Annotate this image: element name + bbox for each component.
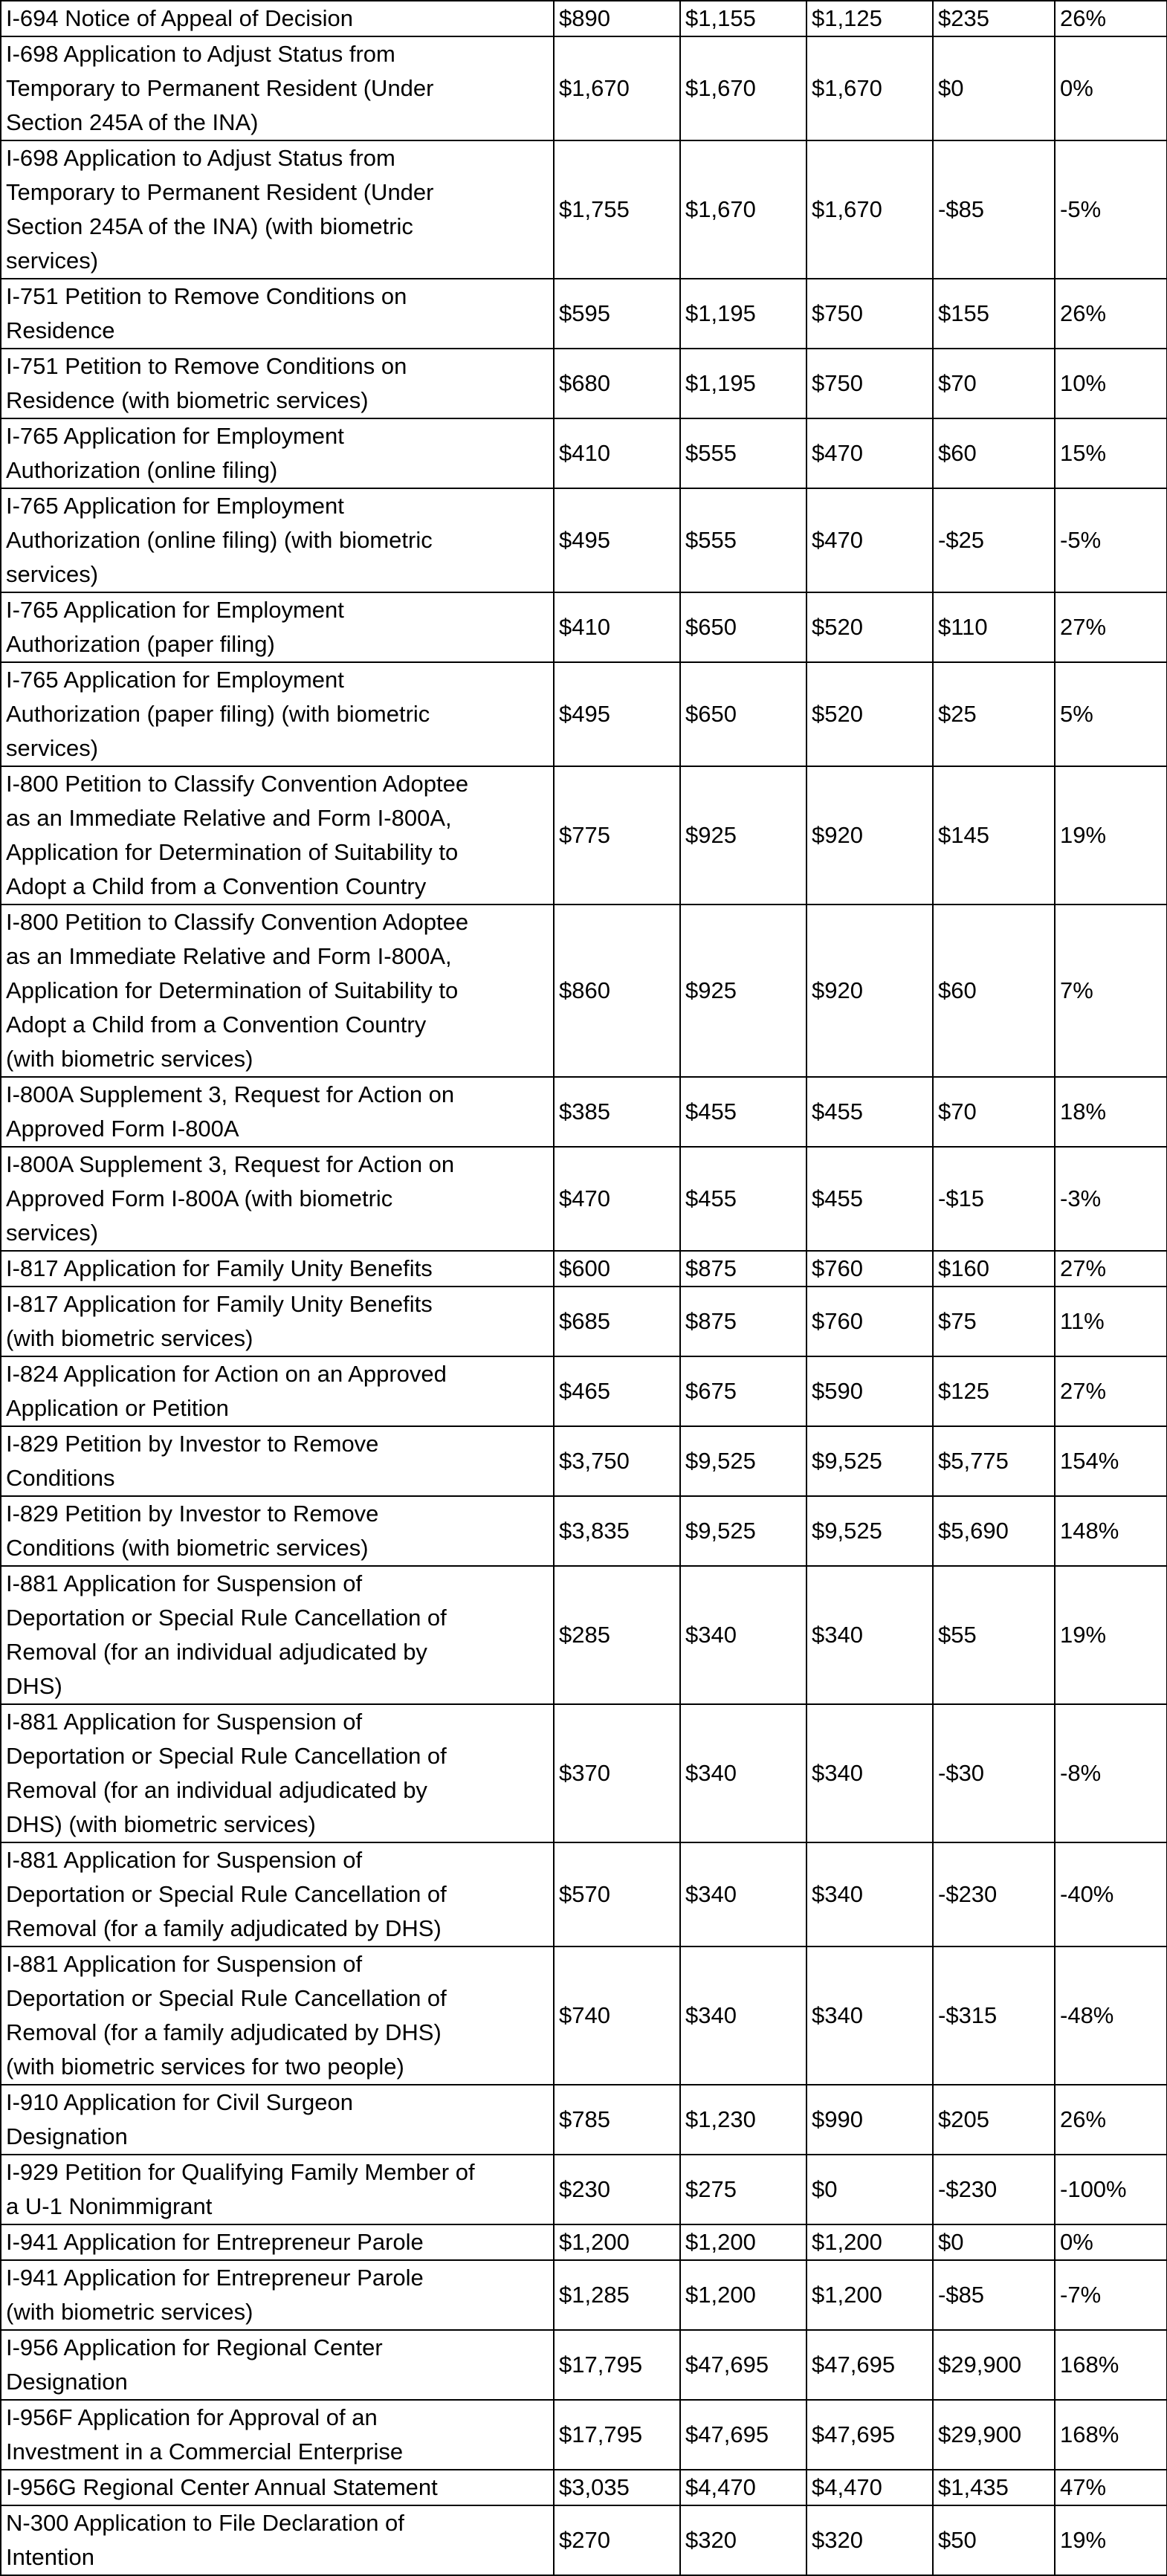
table-row <box>1 418 1167 488</box>
description-line: Removal (for an individual adjudicated by <box>6 1777 427 1803</box>
percent-change-cell: 168% <box>1055 2400 1167 2470</box>
description-line: I-941 Application for Entrepreneur Parole <box>6 2265 424 2291</box>
description-line: I-881 Application for Suspension of <box>6 1847 363 1873</box>
description-line: Section 245A of the INA) (with biometric <box>6 213 413 239</box>
proposed-fee-cell: $650 <box>680 662 806 766</box>
description-line: I-829 Petition by Investor to Remove <box>6 1501 379 1527</box>
fee-change-cell: $50 <box>933 2505 1055 2575</box>
description-line: Approved Form I-800A <box>6 1116 239 1142</box>
final-fee-cell: $0 <box>806 2155 933 2224</box>
form-description-cell <box>1 1946 554 2085</box>
current-fee-cell: $370 <box>554 1704 680 1842</box>
table-row <box>1 1287 1167 1356</box>
current-fee-cell: $410 <box>554 418 680 488</box>
description-line: Authorization (online filing) (with biometric <box>6 527 433 553</box>
description-line: Designation <box>6 2369 128 2395</box>
final-fee-cell: $520 <box>806 592 933 662</box>
table-row <box>1 2224 1167 2260</box>
description-line: I-765 Application for Employment <box>6 597 344 623</box>
description-line: as an Immediate Relative and Form I-800A, <box>6 943 452 969</box>
percent-change-cell: -48% <box>1055 1946 1167 2085</box>
form-description-cell <box>1 904 554 1077</box>
proposed-fee-cell: $340 <box>680 1704 806 1842</box>
fee-change-cell: $1,435 <box>933 2470 1055 2505</box>
table-row <box>1 2505 1167 2575</box>
proposed-fee-cell: $1,195 <box>680 279 806 349</box>
description-line: Deportation or Special Rule Cancellation of <box>6 1881 447 1907</box>
percent-change-cell: 26% <box>1055 2085 1167 2155</box>
fee-change-cell: $160 <box>933 1251 1055 1287</box>
form-description-cell <box>1 2400 554 2470</box>
form-description-cell <box>1 1426 554 1496</box>
fee-change-cell: $70 <box>933 1077 1055 1147</box>
description-line: Designation <box>6 2123 128 2149</box>
current-fee-cell: $495 <box>554 488 680 592</box>
form-description-cell <box>1 1356 554 1426</box>
description-line: Residence <box>6 317 115 343</box>
table-row <box>1 2155 1167 2224</box>
proposed-fee-cell: $555 <box>680 418 806 488</box>
current-fee-cell: $465 <box>554 1356 680 1426</box>
form-description-cell <box>1 2505 554 2575</box>
description-line: Temporary to Permanent Resident (Under <box>6 75 434 101</box>
description-line: Application or Petition <box>6 1395 229 1421</box>
current-fee-cell: $495 <box>554 662 680 766</box>
fee-change-cell: $25 <box>933 662 1055 766</box>
description-line: I-800 Petition to Classify Convention Adoptee <box>6 771 469 797</box>
fee-change-cell: $29,900 <box>933 2400 1055 2470</box>
current-fee-cell: $285 <box>554 1566 680 1704</box>
table-row <box>1 2470 1167 2505</box>
current-fee-cell: $740 <box>554 1946 680 2085</box>
description-line: a U-1 Nonimmigrant <box>6 2193 213 2219</box>
final-fee-cell: $1,670 <box>806 140 933 279</box>
current-fee-cell: $3,035 <box>554 2470 680 2505</box>
fee-change-cell: $155 <box>933 279 1055 349</box>
proposed-fee-cell: $47,695 <box>680 2330 806 2400</box>
current-fee-cell: $685 <box>554 1287 680 1356</box>
description-line: I-817 Application for Family Unity Benefits <box>6 1291 433 1317</box>
table-row <box>1 1496 1167 1566</box>
description-line: services) <box>6 247 99 274</box>
proposed-fee-cell: $1,200 <box>680 2224 806 2260</box>
proposed-fee-cell: $1,670 <box>680 140 806 279</box>
percent-change-cell: 7% <box>1055 904 1167 1077</box>
percent-change-cell: 27% <box>1055 1251 1167 1287</box>
current-fee-cell: $470 <box>554 1147 680 1251</box>
fee-change-cell: $5,775 <box>933 1426 1055 1496</box>
fee-change-cell: -$85 <box>933 140 1055 279</box>
table-row <box>1 1426 1167 1496</box>
final-fee-cell: $760 <box>806 1287 933 1356</box>
description-line: Adopt a Child from a Convention Country <box>6 1012 427 1038</box>
final-fee-cell: $1,200 <box>806 2224 933 2260</box>
proposed-fee-cell: $4,470 <box>680 2470 806 2505</box>
current-fee-cell: $860 <box>554 904 680 1077</box>
form-description-cell <box>1 1704 554 1842</box>
description-line: I-817 Application for Family Unity Benefits <box>6 1255 433 1281</box>
fee-change-cell: $0 <box>933 36 1055 140</box>
proposed-fee-cell: $875 <box>680 1251 806 1287</box>
current-fee-cell: $3,835 <box>554 1496 680 1566</box>
proposed-fee-cell: $1,200 <box>680 2260 806 2330</box>
description-line: Temporary to Permanent Resident (Under <box>6 179 434 205</box>
percent-change-cell: 18% <box>1055 1077 1167 1147</box>
proposed-fee-cell: $1,155 <box>680 1 806 36</box>
description-line: services) <box>6 561 99 587</box>
description-line: DHS) <box>6 1673 62 1699</box>
proposed-fee-cell: $1,230 <box>680 2085 806 2155</box>
description-line: Approved Form I-800A (with biometric <box>6 1185 393 1211</box>
description-line: (with biometric services for two people) <box>6 2054 404 2080</box>
description-line: (with biometric services) <box>6 1325 253 1351</box>
current-fee-cell: $600 <box>554 1251 680 1287</box>
proposed-fee-cell: $9,525 <box>680 1496 806 1566</box>
fee-change-cell: -$30 <box>933 1704 1055 1842</box>
table-row <box>1 1356 1167 1426</box>
current-fee-cell: $785 <box>554 2085 680 2155</box>
proposed-fee-cell: $675 <box>680 1356 806 1426</box>
percent-change-cell: 11% <box>1055 1287 1167 1356</box>
final-fee-cell: $340 <box>806 1842 933 1946</box>
description-line: Deportation or Special Rule Cancellation of <box>6 1743 447 1769</box>
final-fee-cell: $340 <box>806 1704 933 1842</box>
description-line: I-800 Petition to Classify Convention Adoptee <box>6 909 469 935</box>
fee-change-cell: $145 <box>933 766 1055 904</box>
proposed-fee-cell: $9,525 <box>680 1426 806 1496</box>
form-description-cell <box>1 1147 554 1251</box>
current-fee-cell: $775 <box>554 766 680 904</box>
fee-table-body <box>1 1 1167 2575</box>
proposed-fee-cell: $650 <box>680 592 806 662</box>
description-line: I-956G Regional Center Annual Statement <box>6 2474 438 2500</box>
percent-change-cell: -100% <box>1055 2155 1167 2224</box>
description-line: Intention <box>6 2544 94 2570</box>
description-line: I-829 Petition by Investor to Remove <box>6 1431 379 1457</box>
final-fee-cell: $760 <box>806 1251 933 1287</box>
description-line: (with biometric services) <box>6 1046 253 1072</box>
description-line: I-698 Application to Adjust Status from <box>6 145 395 171</box>
description-line: I-800A Supplement 3, Request for Action on <box>6 1081 455 1107</box>
final-fee-cell: $470 <box>806 418 933 488</box>
proposed-fee-cell: $925 <box>680 766 806 904</box>
description-line: Removal (for an individual adjudicated by <box>6 1639 427 1665</box>
current-fee-cell: $570 <box>554 1842 680 1946</box>
table-row <box>1 2260 1167 2330</box>
table-row <box>1 2400 1167 2470</box>
form-description-cell <box>1 766 554 904</box>
table-row <box>1 36 1167 140</box>
current-fee-cell: $17,795 <box>554 2400 680 2470</box>
current-fee-cell: $230 <box>554 2155 680 2224</box>
percent-change-cell: 26% <box>1055 279 1167 349</box>
form-description-cell <box>1 1287 554 1356</box>
proposed-fee-cell: $925 <box>680 904 806 1077</box>
final-fee-cell: $455 <box>806 1077 933 1147</box>
table-row <box>1 592 1167 662</box>
fee-change-cell: -$230 <box>933 1842 1055 1946</box>
form-description-cell <box>1 1496 554 1566</box>
form-description-cell <box>1 2224 554 2260</box>
description-line: I-694 Notice of Appeal of Decision <box>6 5 353 31</box>
proposed-fee-cell: $455 <box>680 1077 806 1147</box>
table-row <box>1 766 1167 904</box>
proposed-fee-cell: $555 <box>680 488 806 592</box>
final-fee-cell: $920 <box>806 904 933 1077</box>
table-row <box>1 1147 1167 1251</box>
percent-change-cell: 19% <box>1055 766 1167 904</box>
proposed-fee-cell: $1,195 <box>680 349 806 418</box>
current-fee-cell: $270 <box>554 2505 680 2575</box>
final-fee-cell: $520 <box>806 662 933 766</box>
percent-change-cell: 10% <box>1055 349 1167 418</box>
description-line: N-300 Application to File Declaration of <box>6 2510 404 2536</box>
description-line: Residence (with biometric services) <box>6 387 369 413</box>
percent-change-cell: -5% <box>1055 140 1167 279</box>
description-line: DHS) (with biometric services) <box>6 1811 316 1837</box>
description-line: I-824 Application for Action on an Approved <box>6 1361 447 1387</box>
fee-change-cell: $55 <box>933 1566 1055 1704</box>
proposed-fee-cell: $320 <box>680 2505 806 2575</box>
current-fee-cell: $595 <box>554 279 680 349</box>
percent-change-cell: 47% <box>1055 2470 1167 2505</box>
final-fee-cell: $47,695 <box>806 2330 933 2400</box>
final-fee-cell: $750 <box>806 279 933 349</box>
description-line: I-765 Application for Employment <box>6 493 344 519</box>
form-description-cell <box>1 279 554 349</box>
final-fee-cell: $920 <box>806 766 933 904</box>
form-description-cell <box>1 349 554 418</box>
percent-change-cell: 15% <box>1055 418 1167 488</box>
proposed-fee-cell: $875 <box>680 1287 806 1356</box>
fee-change-cell: -$25 <box>933 488 1055 592</box>
table-row <box>1 488 1167 592</box>
form-description-cell <box>1 418 554 488</box>
description-line: Removal (for a family adjudicated by DHS) <box>6 2019 442 2045</box>
table-row <box>1 1704 1167 1842</box>
current-fee-cell: $1,755 <box>554 140 680 279</box>
percent-change-cell: 0% <box>1055 2224 1167 2260</box>
description-line: I-881 Application for Suspension of <box>6 1951 363 1977</box>
percent-change-cell: 168% <box>1055 2330 1167 2400</box>
description-line: Authorization (paper filing) (with biometric <box>6 701 430 727</box>
final-fee-cell: $990 <box>806 2085 933 2155</box>
description-line: I-929 Petition for Qualifying Family Member of <box>6 2159 475 2185</box>
table-row <box>1 2085 1167 2155</box>
table-row <box>1 1946 1167 2085</box>
description-line: services) <box>6 735 99 761</box>
fee-change-cell: $235 <box>933 1 1055 36</box>
percent-change-cell: 19% <box>1055 2505 1167 2575</box>
current-fee-cell: $1,670 <box>554 36 680 140</box>
percent-change-cell: -8% <box>1055 1704 1167 1842</box>
form-description-cell <box>1 592 554 662</box>
table-row <box>1 1077 1167 1147</box>
form-description-cell <box>1 140 554 279</box>
final-fee-cell: $470 <box>806 488 933 592</box>
description-line: I-698 Application to Adjust Status from <box>6 41 395 67</box>
description-line: Removal (for a family adjudicated by DHS) <box>6 1915 442 1941</box>
proposed-fee-cell: $275 <box>680 2155 806 2224</box>
final-fee-cell: $750 <box>806 349 933 418</box>
percent-change-cell: 148% <box>1055 1496 1167 1566</box>
fee-change-cell: -$15 <box>933 1147 1055 1251</box>
fee-change-cell: $29,900 <box>933 2330 1055 2400</box>
proposed-fee-cell: $340 <box>680 1946 806 2085</box>
fee-change-cell: $205 <box>933 2085 1055 2155</box>
fee-change-cell: $110 <box>933 592 1055 662</box>
final-fee-cell: $340 <box>806 1946 933 2085</box>
description-line: (with biometric services) <box>6 2299 253 2325</box>
percent-change-cell: 5% <box>1055 662 1167 766</box>
table-row <box>1 140 1167 279</box>
form-description-cell <box>1 1566 554 1704</box>
form-description-cell <box>1 2085 554 2155</box>
fee-change-cell: $125 <box>933 1356 1055 1426</box>
description-line: I-956 Application for Regional Center <box>6 2334 383 2360</box>
form-description-cell <box>1 1077 554 1147</box>
table-row <box>1 279 1167 349</box>
final-fee-cell: $1,670 <box>806 36 933 140</box>
current-fee-cell: $680 <box>554 349 680 418</box>
proposed-fee-cell: $340 <box>680 1566 806 1704</box>
current-fee-cell: $385 <box>554 1077 680 1147</box>
final-fee-cell: $320 <box>806 2505 933 2575</box>
table-row <box>1 2330 1167 2400</box>
table-row <box>1 349 1167 418</box>
table-row <box>1 1842 1167 1946</box>
form-description-cell <box>1 1 554 36</box>
fee-change-cell: -$230 <box>933 2155 1055 2224</box>
fee-change-cell: $0 <box>933 2224 1055 2260</box>
description-line: I-765 Application for Employment <box>6 667 344 693</box>
percent-change-cell: 26% <box>1055 1 1167 36</box>
fee-change-cell: $60 <box>933 418 1055 488</box>
description-line: Conditions (with biometric services) <box>6 1535 369 1561</box>
current-fee-cell: $1,285 <box>554 2260 680 2330</box>
table-row <box>1 904 1167 1077</box>
form-description-cell <box>1 488 554 592</box>
percent-change-cell: 27% <box>1055 1356 1167 1426</box>
description-line: I-751 Petition to Remove Conditions on <box>6 353 407 379</box>
description-line: Deportation or Special Rule Cancellation of <box>6 1985 447 2011</box>
fee-change-cell: -$85 <box>933 2260 1055 2330</box>
table-row <box>1 662 1167 766</box>
fee-change-cell: -$315 <box>933 1946 1055 2085</box>
fee-change-cell: $60 <box>933 904 1055 1077</box>
form-description-cell <box>1 2260 554 2330</box>
description-line: Adopt a Child from a Convention Country <box>6 873 427 899</box>
final-fee-cell: $340 <box>806 1566 933 1704</box>
fee-change-cell: $70 <box>933 349 1055 418</box>
final-fee-cell: $455 <box>806 1147 933 1251</box>
fee-change-cell: $75 <box>933 1287 1055 1356</box>
percent-change-cell: -3% <box>1055 1147 1167 1251</box>
proposed-fee-cell: $1,670 <box>680 36 806 140</box>
description-line: I-941 Application for Entrepreneur Parole <box>6 2229 424 2255</box>
table-row <box>1 1251 1167 1287</box>
proposed-fee-cell: $47,695 <box>680 2400 806 2470</box>
percent-change-cell: 154% <box>1055 1426 1167 1496</box>
current-fee-cell: $17,795 <box>554 2330 680 2400</box>
description-line: Application for Determination of Suitability to <box>6 839 459 865</box>
form-description-cell <box>1 2155 554 2224</box>
description-line: I-765 Application for Employment <box>6 423 344 449</box>
final-fee-cell: $590 <box>806 1356 933 1426</box>
form-description-cell <box>1 1251 554 1287</box>
description-line: Investment in a Commercial Enterprise <box>6 2439 404 2465</box>
percent-change-cell: 0% <box>1055 36 1167 140</box>
description-line: Authorization (online filing) <box>6 457 278 483</box>
description-line: I-910 Application for Civil Surgeon <box>6 2089 353 2115</box>
percent-change-cell: -5% <box>1055 488 1167 592</box>
description-line: I-751 Petition to Remove Conditions on <box>6 283 407 309</box>
proposed-fee-cell: $340 <box>680 1842 806 1946</box>
form-description-cell <box>1 36 554 140</box>
percent-change-cell: 27% <box>1055 592 1167 662</box>
form-description-cell <box>1 1842 554 1946</box>
proposed-fee-cell: $455 <box>680 1147 806 1251</box>
percent-change-cell: -40% <box>1055 1842 1167 1946</box>
description-line: Application for Determination of Suitability to <box>6 977 459 1003</box>
description-line: services) <box>6 1220 99 1246</box>
description-line: as an Immediate Relative and Form I-800A, <box>6 805 452 831</box>
final-fee-cell: $4,470 <box>806 2470 933 2505</box>
fee-change-cell: $5,690 <box>933 1496 1055 1566</box>
description-line: I-881 Application for Suspension of <box>6 1570 363 1596</box>
current-fee-cell: $410 <box>554 592 680 662</box>
description-line: I-881 Application for Suspension of <box>6 1709 363 1735</box>
description-line: Conditions <box>6 1465 115 1491</box>
table-row <box>1 1 1167 36</box>
description-line: Section 245A of the INA) <box>6 109 259 135</box>
final-fee-cell: $9,525 <box>806 1496 933 1566</box>
current-fee-cell: $3,750 <box>554 1426 680 1496</box>
description-line: Authorization (paper filing) <box>6 631 275 657</box>
current-fee-cell: $1,200 <box>554 2224 680 2260</box>
form-description-cell <box>1 2470 554 2505</box>
form-description-cell <box>1 662 554 766</box>
final-fee-cell: $47,695 <box>806 2400 933 2470</box>
form-description-cell <box>1 2330 554 2400</box>
description-line: I-800A Supplement 3, Request for Action on <box>6 1151 455 1177</box>
table-row <box>1 1566 1167 1704</box>
final-fee-cell: $1,125 <box>806 1 933 36</box>
current-fee-cell: $890 <box>554 1 680 36</box>
percent-change-cell: -7% <box>1055 2260 1167 2330</box>
description-line: Deportation or Special Rule Cancellation of <box>6 1605 447 1631</box>
percent-change-cell: 19% <box>1055 1566 1167 1704</box>
description-line: I-956F Application for Approval of an <box>6 2404 378 2430</box>
final-fee-cell: $9,525 <box>806 1426 933 1496</box>
final-fee-cell: $1,200 <box>806 2260 933 2330</box>
